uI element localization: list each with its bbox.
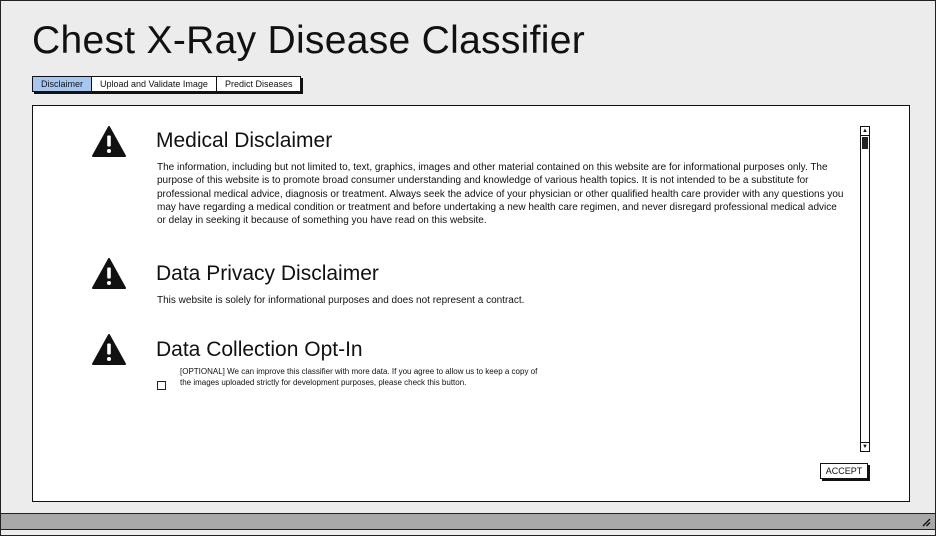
warning-icon [92,334,126,365]
data-privacy-text: This website is solely for informational purposes and does not represent a contract. [157,295,525,306]
tab-bar [32,76,301,92]
tab-upload-validate-image[interactable]: Upload and Validate Image [92,76,217,92]
accept-button[interactable]: ACCEPT [820,463,868,479]
scroll-down-arrow-icon[interactable]: ▼ [862,444,868,450]
tab-predict-diseases[interactable]: Predict Diseases [217,76,302,92]
medical-disclaimer-text: The information, including but not limited to, text, graphics, images and other material contained on this website are for informational purposes only. The purpose of this website is to promote broad consumer understanding and knowledge of various health topics. It is not intended to be a substitute for professional medical advice, diagnosis or treatment. Always seek the advice of your physician or other qualified health care provider with any questions you may have regarding a medical condition or treatment and before undertaking a new health care regimen, and never disregard professional medical advice or delay in seeking it because of something you have read on this website. [157,162,844,227]
warning-icon [92,126,126,157]
scroll-thumb[interactable] [862,137,868,149]
data-privacy-title: Data Privacy Disclaimer [156,262,379,285]
data-collection-checkbox-label: [OPTIONAL] We can improve this classifier with more data. If you agree to allow us to keep a copy of the images uploaded strictly for development purposes, please check this button. [180,367,538,388]
scroll-up-arrow-icon[interactable]: ▲ [862,128,868,134]
data-collection-title: Data Collection Opt-In [156,338,363,361]
medical-disclaimer-title: Medical Disclaimer [156,129,333,152]
disclaimer-panel [32,105,910,502]
app-title: Chest X-Ray Disease Classifier [32,19,586,62]
data-collection-checkbox[interactable] [157,381,166,390]
vertical-scrollbar[interactable] [860,126,870,452]
tab-disclaimer[interactable]: Disclaimer [32,76,92,92]
status-bar [1,513,935,530]
warning-icon [92,258,126,289]
resize-grip-icon[interactable] [921,517,931,527]
